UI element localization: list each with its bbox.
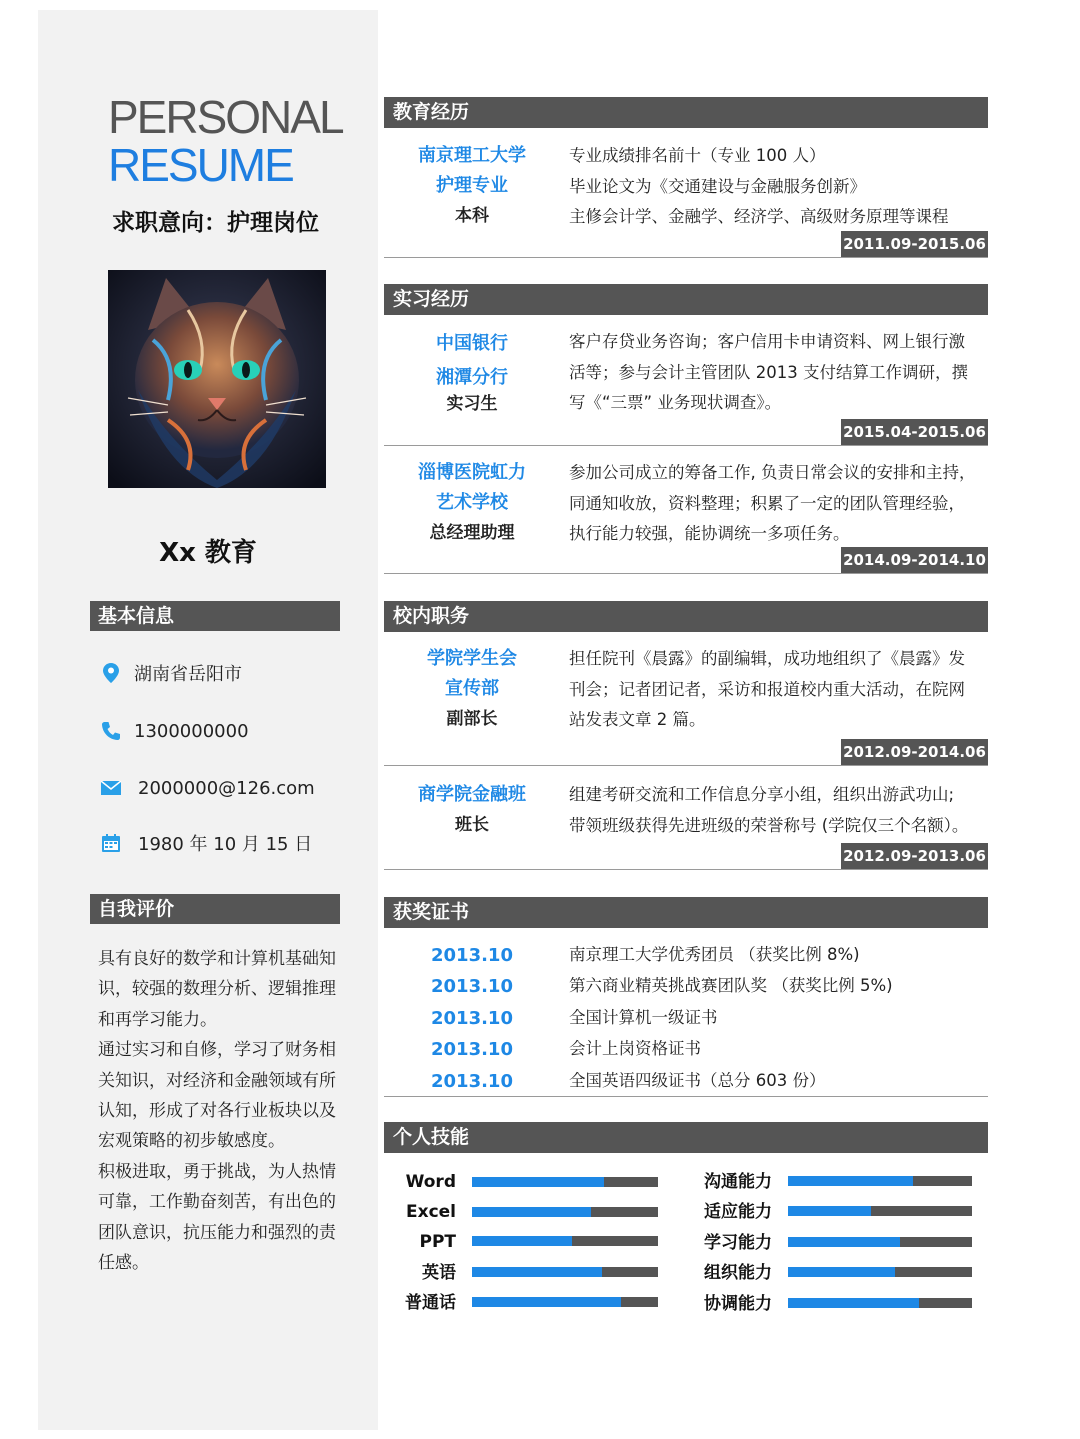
campus-line: 带领班级获得先进班级的荣誉称号 (学院仅三个名额）。 — [569, 815, 969, 835]
email-row — [100, 773, 315, 803]
campus-line: 担任院刊《晨露》的副编辑，成功地组织了《晨露》发 — [569, 649, 965, 668]
award-name: 全国计算机一级证书 — [569, 1008, 718, 1027]
location-pin-icon — [100, 662, 122, 684]
skill-label: 沟通能力 — [704, 1172, 772, 1192]
internship-left — [392, 329, 552, 419]
skill-bar-fill — [472, 1267, 602, 1277]
self-eval-header: 自我评价 — [90, 894, 340, 924]
skill-label: 适应能力 — [704, 1202, 772, 1222]
self-eval-paragraph: 具有良好的数学和计算机基础知识，较强的数理分析、逻辑推理和再学习能力。 — [98, 949, 336, 1030]
divider — [384, 573, 988, 574]
phone-row — [100, 716, 249, 746]
birthday-text: 1980 年 10 月 15 日 — [138, 834, 313, 855]
campus-line: 组建考研交流和工作信息分享小组，组织出游武功山; — [569, 785, 955, 804]
awards-header: 获奖证书 — [384, 897, 988, 928]
role-name: 班长 — [455, 815, 489, 835]
person-name: Xx 教育 — [159, 538, 257, 568]
phone-icon — [100, 720, 122, 742]
skill-bar-fill — [788, 1298, 919, 1308]
campus-line: 刊会；记者团记者，采访和报道校内重大活动，在院网 — [569, 679, 965, 699]
campus-desc — [569, 780, 987, 841]
divider — [384, 257, 988, 258]
calendar-icon — [100, 832, 122, 854]
skill-bar — [788, 1176, 972, 1186]
divider — [384, 869, 988, 870]
divider — [384, 445, 988, 446]
award-date: 2013.10 — [431, 976, 513, 997]
skill-bar-fill — [472, 1236, 572, 1246]
campus-desc — [569, 644, 987, 736]
org-name: 商学院金融班 — [418, 784, 526, 805]
birthday-row — [100, 828, 312, 858]
divider — [384, 1096, 988, 1097]
role-name: 实习生 — [446, 394, 498, 414]
internship-line: 执行能力较强，能协调统一多项任务。 — [569, 524, 850, 543]
skill-label: PPT — [419, 1232, 456, 1252]
award-date: 2013.10 — [431, 945, 513, 966]
internship-desc — [569, 327, 987, 419]
skill-label: 协调能力 — [704, 1294, 772, 1314]
internship-header: 实习经历 — [384, 284, 988, 315]
location-text: 湖南省岳阳市 — [134, 664, 242, 685]
education-line: 主修会计学、金融学、经济学、高级财务原理等课程 — [569, 207, 949, 226]
profile-photo — [108, 270, 326, 488]
self-eval-paragraph: 积极进取，勇于挑战，为人热情可靠，工作勤奋刻苦，有出色的团队意识，抗压能力和强烈的责任感。 — [98, 1161, 336, 1274]
education-desc — [569, 141, 987, 233]
school-name: 南京理工大学 — [418, 145, 526, 166]
title-personal: PERSONAL — [108, 91, 343, 143]
envelope-icon — [100, 777, 122, 799]
internship-line: 客户存贷业务咨询；客户信用卡申请资料、网上银行激 — [569, 332, 965, 351]
internship-line: 写《“三票” 业务现状调查》。 — [569, 393, 782, 412]
skill-label: 组织能力 — [704, 1263, 772, 1283]
education-line: 毕业论文为《交通建设与金融服务创新》 — [569, 176, 866, 196]
major-name: 护理专业 — [436, 175, 508, 196]
skill-bar — [472, 1297, 658, 1307]
skill-bar-fill — [472, 1207, 591, 1217]
role-name: 总经理助理 — [429, 523, 515, 543]
date-badge: 2014.09-2014.10 — [841, 547, 988, 573]
skills-header: 个人技能 — [384, 1122, 988, 1153]
skill-label: Word — [405, 1172, 456, 1192]
award-name: 南京理工大学优秀团员 （获奖比例 8%) — [569, 945, 860, 964]
skill-bar — [472, 1267, 658, 1277]
skill-bar-fill — [472, 1297, 621, 1307]
education-left — [392, 141, 552, 231]
award-date: 2013.10 — [431, 1071, 513, 1092]
internship-desc — [569, 458, 987, 550]
org-name: 学院学生会 — [427, 648, 517, 669]
degree-name: 本科 — [455, 206, 489, 226]
date-badge: 2012.09-2013.06 — [841, 843, 988, 869]
internship-left — [392, 458, 552, 548]
campus-left — [392, 780, 552, 840]
basic-info-header: 基本信息 — [90, 601, 340, 631]
internship-line: 同通知收放，资料整理；积累了一定的团队管理经验， — [569, 493, 965, 513]
self-evaluation — [98, 944, 338, 1278]
skill-bar — [788, 1267, 972, 1277]
award-date: 2013.10 — [431, 1008, 513, 1029]
date-badge: 2012.09-2014.06 — [841, 739, 988, 765]
skill-bar-fill — [472, 1177, 604, 1187]
skill-bar — [788, 1237, 972, 1247]
award-name: 第六商业精英挑战赛团队奖 （获奖比例 5%) — [569, 976, 893, 995]
self-eval-paragraph: 通过实习和自修，学习了财务相关知识，对经济和金融领域有所认知，形成了对各行业板块以及宏观策略的初步敏感度。 — [98, 1040, 336, 1152]
skill-bar-fill — [788, 1176, 913, 1186]
skill-bar — [788, 1298, 972, 1308]
divider — [384, 765, 988, 766]
skill-bar — [472, 1236, 658, 1246]
education-line: 专业成绩排名前十（专业 100 人） — [569, 146, 826, 165]
award-name: 会计上岗资格证书 — [569, 1039, 701, 1058]
role-name: 副部长 — [446, 709, 498, 729]
org-name: 淄博医院虹力 — [418, 462, 526, 483]
org-branch: 艺术学校 — [436, 492, 508, 513]
skill-bar-fill — [788, 1237, 900, 1247]
skill-label: 英语 — [422, 1263, 456, 1283]
education-header: 教育经历 — [384, 97, 988, 128]
skill-bar — [472, 1177, 658, 1187]
internship-line: 参加公司成立的筹备工作, 负责日常会议的安排和主持， — [569, 463, 976, 482]
internship-line: 活等；参与会计主管团队 2013 支付结算工作调研，撰 — [569, 362, 968, 382]
campus-header: 校内职务 — [384, 601, 988, 632]
location-row — [100, 658, 242, 688]
date-badge: 2011.09-2015.06 — [841, 231, 988, 257]
org-branch: 宣传部 — [445, 678, 499, 699]
award-name: 全国英语四级证书（总分 603 份） — [569, 1071, 826, 1090]
campus-left — [392, 644, 552, 734]
skill-label: 普通话 — [405, 1293, 456, 1313]
date-badge: 2015.04-2015.06 — [841, 419, 988, 445]
org-name: 中国银行 — [436, 333, 508, 354]
skill-label: Excel — [405, 1202, 456, 1222]
email-text[interactable]: 2000000@126.com — [138, 777, 315, 799]
skill-bar-fill — [788, 1206, 871, 1216]
title-resume: RESUME — [108, 139, 293, 191]
job-objective: 求职意向：护理岗位 — [112, 210, 319, 236]
phone-text[interactable]: 1300000000 — [134, 720, 249, 742]
award-date: 2013.10 — [431, 1039, 513, 1060]
campus-line: 站发表文章 2 篇。 — [569, 710, 706, 729]
skill-bar — [472, 1207, 658, 1217]
org-branch: 湘潭分行 — [436, 367, 508, 388]
skill-bar-fill — [788, 1267, 895, 1277]
skill-bar — [788, 1206, 972, 1216]
skill-label: 学习能力 — [704, 1233, 772, 1253]
